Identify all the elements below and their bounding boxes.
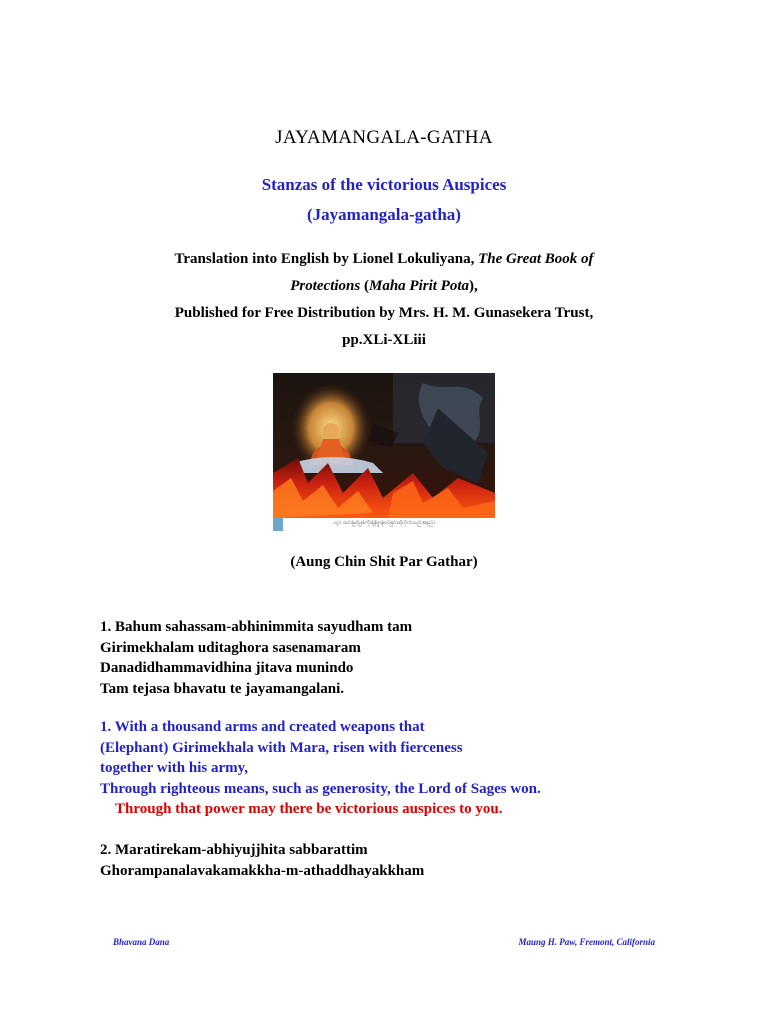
stanza-line: 2. Maratirekam-abhiyujjhita sabbarattim [100,842,368,858]
stanza-1-pali [100,617,412,699]
book-title-part-1: The Great Book of [478,251,594,267]
credit-line-2 [0,278,768,295]
book-pali-title: Maha Pirit Pota [368,278,469,294]
credit-paren-open: ( [360,278,369,294]
footer-right: Maung H. Paw, Fremont, California [518,937,655,947]
credit-publisher: Published for Free Distribution by Mrs. H. M. Gunasekera Trust, [174,305,594,321]
buddha-painting-figure [273,373,495,531]
stanza-line: Danadidhammavidhina jitava munindo [100,660,354,677]
book-title-part-2: Protections [290,278,361,294]
stanza-line: 1. With a thousand arms and created weapons that [100,719,425,735]
stanza-line: Tam tejasa bhavatu te jayamangalani. [100,680,345,697]
stanza-line: Ghorampanalavakamakkha-m-athaddhayakkham [100,862,425,879]
document-title: JAYAMANGALA-GATHA [275,127,493,148]
buddha-painting-image [273,373,495,518]
image-caption: ၁၃၁ ထင်းမြင်ဖြစ်ကိုးရုံနိဗ္ဗာန်ဝင်ခြင်းထိုလိုက်သည်အနည်း [333,520,435,526]
subtitle-line-2: (Jayamangala-gatha) [307,205,461,224]
stanza-line: 1. Bahum sahassam-abhinimmita sayudham tam [100,619,413,635]
credit-translator: Translation into English by Lionel Lokuliyana, [174,251,479,267]
credit-line-1 [0,251,768,268]
credit-paren-close: ), [469,278,478,294]
stanza-line: Through righteous means, such as generosity, the Lord of Sages won. [100,780,541,797]
stanza-1-english [100,717,541,820]
stanza-line: (Elephant) Girimekhala with Mara, risen with fierceness [100,739,463,756]
stanza-2-pali [100,840,424,881]
aung-chin-heading: (Aung Chin Shit Par Gathar) [290,554,478,570]
footer-left: Bhavana Dana [113,937,170,947]
credit-pages: pp.XLi-XLiii [342,332,426,348]
blessing-text: Through that power may there be victorious auspices to you. [115,801,503,818]
stanza-blessing-line [100,799,541,820]
subtitle-line-1: Stanzas of the victorious Auspices [261,175,507,194]
stanza-line: together with his army, [100,760,249,777]
stanza-line: Girimekhalam uditaghora sasenamaram [100,639,361,656]
